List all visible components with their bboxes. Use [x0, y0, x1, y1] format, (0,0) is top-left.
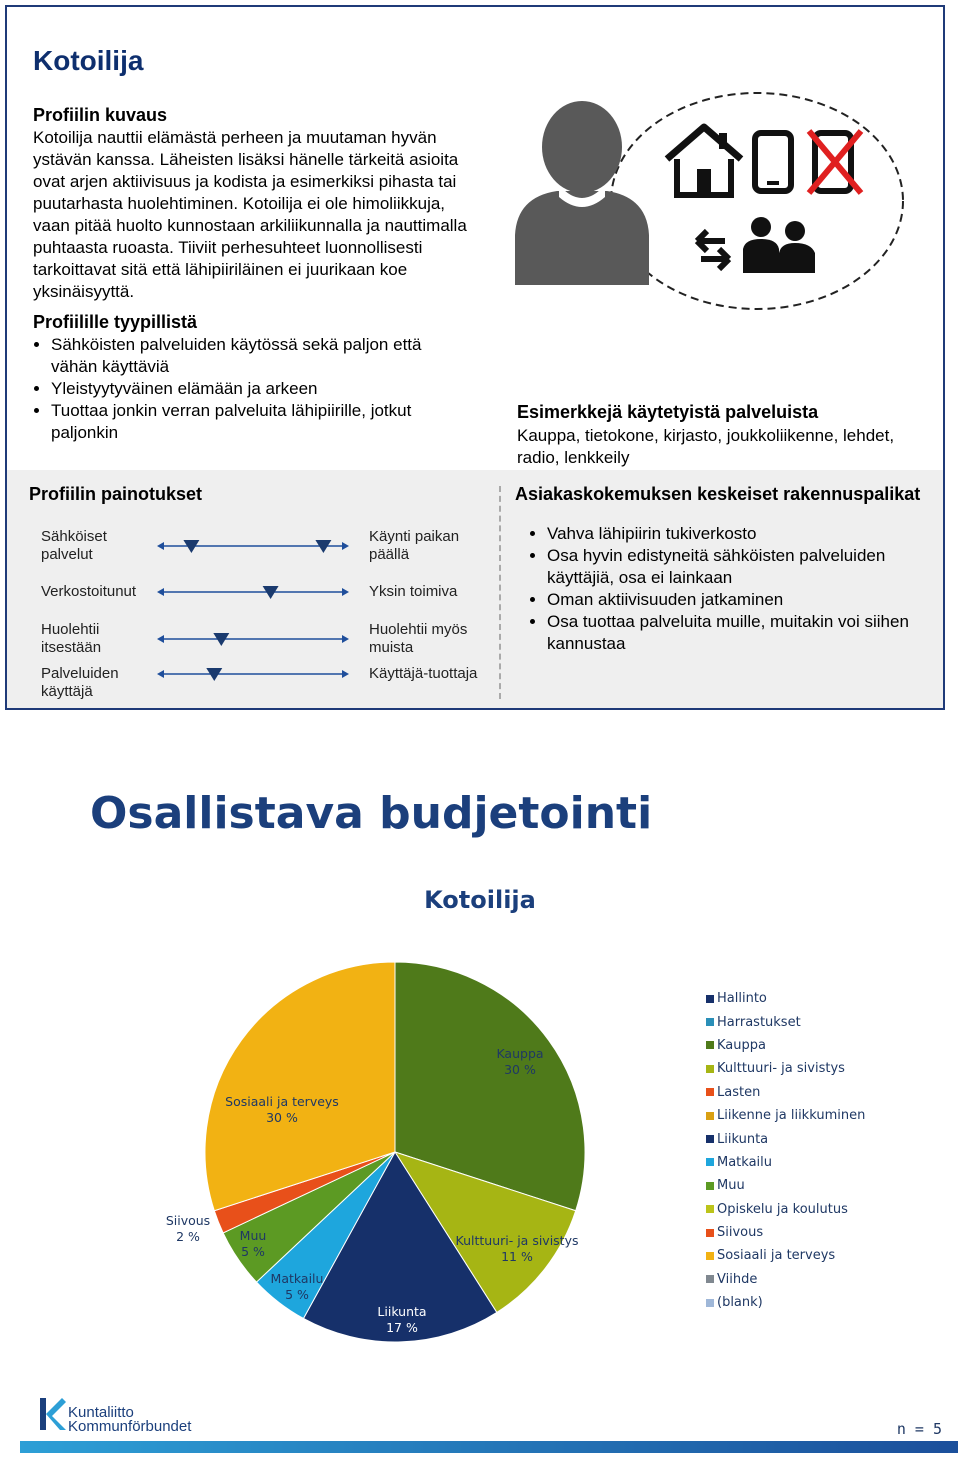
group-icon	[743, 217, 815, 273]
legend-item	[706, 1291, 865, 1314]
legend-swatch	[706, 1112, 714, 1120]
footer-bar	[20, 1441, 958, 1453]
slice-label: Matkailu	[270, 1271, 324, 1286]
blocks-heading: Asiakaskokemuksen keskeiset rakennuspalikat	[515, 484, 921, 504]
smartphone-crossed-icon	[809, 131, 861, 193]
smartphone-icon	[755, 133, 791, 191]
typical-item: • Yleistyytyväinen elämään ja arkeen	[51, 378, 463, 400]
legend-label: Opiskelu ja koulutus	[717, 1201, 848, 1217]
block-item: • Oman aktiivisuuden jatkaminen	[547, 589, 925, 611]
scale-line	[155, 580, 351, 604]
panel-divider	[499, 486, 501, 699]
person-silhouette-icon	[515, 101, 649, 285]
scale-right-label: Huolehtii myös muista	[369, 621, 468, 656]
sample-size: n = 5	[896, 1420, 942, 1438]
slice-value-label: 5 %	[285, 1287, 309, 1302]
legend-label: Kulttuuri- ja sivistys	[717, 1061, 845, 1077]
slice-value-label: 2 %	[176, 1229, 200, 1244]
typical-heading: Profiilille tyypillistä	[33, 312, 198, 332]
legend-swatch	[706, 1158, 714, 1166]
scale-left-label: Sähköiset palvelut	[41, 528, 107, 563]
legend-label: Liikunta	[717, 1131, 769, 1147]
chart-legend	[706, 987, 865, 1314]
scale-left-label: Palveluiden käyttäjä	[41, 665, 119, 700]
slice-value-label: 30 %	[504, 1062, 536, 1077]
legend-label: Harrastukset	[717, 1014, 801, 1030]
slice-label: Kauppa	[496, 1046, 544, 1061]
slice-label: Kulttuuri- ja sivistys	[455, 1233, 579, 1248]
legend-item	[706, 1151, 865, 1174]
blocks-list	[515, 523, 925, 655]
legend-item	[706, 1127, 865, 1150]
block-item: • Vahva lähipiirin tukiverkosto	[547, 523, 925, 545]
services-text: Kauppa, tietokone, kirjasto, joukkoliikenne, lehdet, radio, lenkkeily	[517, 426, 895, 467]
scale-left-label: Verkostoitunut	[41, 583, 137, 600]
legend-item	[706, 1034, 865, 1057]
legend-label: Kauppa	[717, 1037, 766, 1053]
logo-text-sv: Kommunförbundet	[68, 1418, 192, 1435]
typical-item: • Tuottaa jonkin verran palveluita lähipiirille, jotkut paljonkin	[51, 400, 463, 444]
legend-swatch	[706, 1205, 714, 1213]
legend-item	[706, 1244, 865, 1267]
legend-label: (blank)	[717, 1295, 763, 1311]
legend-item	[706, 1221, 865, 1244]
legend-label: Muu	[717, 1178, 745, 1194]
kuntaliitto-logo-icon	[36, 1396, 66, 1432]
slice-value-label: 17 %	[386, 1320, 418, 1335]
legend-label: Matkailu	[717, 1154, 773, 1170]
slice-label: Sosiaali ja terveys	[225, 1094, 339, 1109]
slice-value-label: 30 %	[266, 1110, 298, 1125]
scale-right-label: Käynti paikan päällä	[369, 528, 460, 563]
pie-chart	[140, 940, 640, 1360]
legend-swatch	[706, 1275, 714, 1283]
legend-item	[706, 1198, 865, 1221]
slice-label: Siivous	[165, 1213, 211, 1228]
description-text: Kotoilija nauttii elämästä perheen ja muutaman hyvän ystävän kanssa. Läheisten lisäksi hänelle tärkeitä asioita ovat arjen aktiivisuus ja kodista ja esimerkiksi pihasta tai puutarhasta huolehtiminen. Kotoilija ei ole himoliikkuja, vaan pitää huolto kunnostaan arkiliikunnalla ja nauttimalla puhtaasta ruoasta. Tiiviit perhesuhteet luonnollisesti tarkoittavat sitä että lähipiiriläinen ei juurikaan koe yksinäisyyttä.	[33, 128, 467, 301]
legend-swatch	[706, 1299, 714, 1307]
legend-label: Liikenne ja liikkuminen	[717, 1108, 866, 1124]
scale-line	[155, 627, 351, 651]
emphasis-heading: Profiilin painotukset	[29, 484, 203, 504]
legend-swatch	[706, 995, 714, 1003]
legend-item	[706, 1081, 865, 1104]
typical-list	[33, 334, 463, 444]
description-heading: Profiilin kuvaus	[33, 105, 168, 125]
services-heading: Esimerkkejä käytetyistä palveluista	[517, 402, 819, 422]
typical-item: • Sähköisten palveluiden käytössä sekä paljon että vähän käyttäviä	[51, 334, 463, 378]
legend-label: Viihde	[717, 1271, 758, 1287]
legend-swatch	[706, 1041, 714, 1049]
slice-value-label: 11 %	[501, 1249, 533, 1264]
slice-value-label: 5 %	[241, 1244, 265, 1259]
legend-label: Siivous	[717, 1225, 764, 1241]
logo-text-fi: Kuntaliitto	[68, 1404, 134, 1421]
house-icon	[667, 127, 741, 195]
legend-item	[706, 1104, 865, 1127]
legend-swatch	[706, 1182, 714, 1190]
legend-label: Hallinto	[717, 991, 767, 1007]
legend-item	[706, 1057, 865, 1080]
slice-label: Muu	[239, 1228, 267, 1243]
legend-swatch	[706, 1135, 714, 1143]
scale-right-label: Käyttäjä-tuottaja	[369, 665, 478, 682]
dashed-circle	[611, 93, 903, 309]
legend-swatch	[706, 1088, 714, 1096]
profile-title: Kotoilija	[33, 45, 144, 76]
legend-item	[706, 1174, 865, 1197]
legend-swatch	[706, 1065, 714, 1073]
scale-right-label: Yksin toimiva	[369, 583, 458, 600]
budget-title: Osallistava budjetointi	[90, 788, 653, 839]
legend-item	[706, 987, 865, 1010]
legend-swatch	[706, 1018, 714, 1026]
profile-illustration	[507, 85, 917, 325]
chart-title: Kotoilija	[424, 886, 536, 914]
block-item: • Osa hyvin edistyneitä sähköisten palveluiden käyttäjiä, osa ei lainkaan	[547, 545, 925, 589]
scale-line	[155, 534, 351, 558]
block-item: • Osa tuottaa palveluita muille, muitakin voi siihen kannustaa	[547, 611, 925, 655]
legend-item	[706, 1010, 865, 1033]
scale-left-label: Huolehtii itsestään	[41, 621, 102, 656]
profile-slide	[5, 5, 945, 710]
legend-swatch	[706, 1252, 714, 1260]
legend-item	[706, 1268, 865, 1291]
slice-label: Liikunta	[377, 1304, 427, 1319]
legend-label: Sosiaali ja terveys	[717, 1248, 836, 1264]
legend-label: Lasten	[717, 1084, 761, 1100]
scale-line	[155, 662, 351, 686]
legend-swatch	[706, 1229, 714, 1237]
exchange-arrows-icon	[697, 231, 729, 269]
